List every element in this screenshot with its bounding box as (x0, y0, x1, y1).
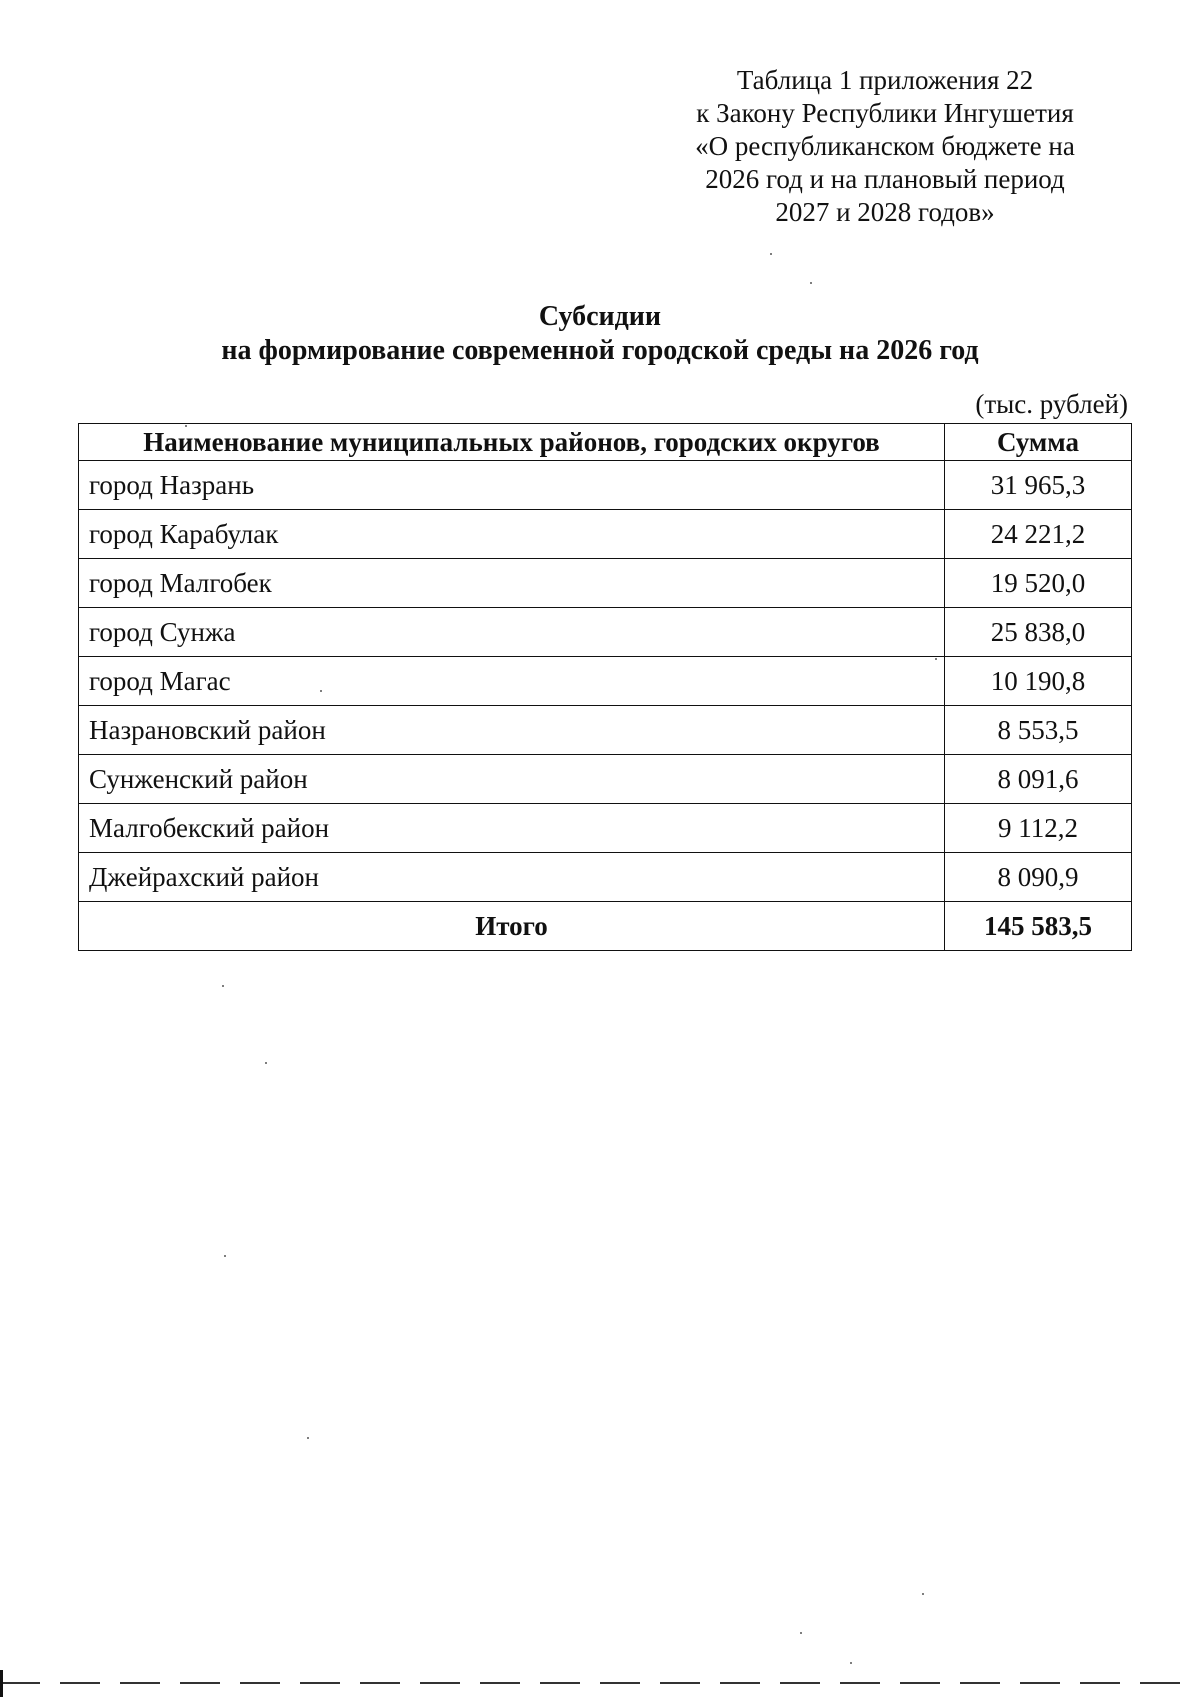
header-line: 2027 и 2028 годов» (775, 197, 995, 227)
scan-speck (222, 985, 224, 987)
total-amount: 145 583,5 (944, 902, 1131, 951)
total-label: Итого (79, 902, 945, 951)
scan-speck (224, 1255, 226, 1257)
municipality-name: город Назрань (79, 461, 945, 510)
table-row (79, 608, 1132, 657)
table-row (79, 657, 1132, 706)
scan-speck (307, 1437, 309, 1439)
header-line: Таблица 1 приложения 22 (736, 65, 1034, 95)
scan-edge-mark (0, 1670, 3, 1697)
scan-speck (770, 253, 772, 255)
subsidy-amount: 8 553,5 (944, 706, 1131, 755)
scan-speck (922, 1593, 924, 1595)
scan-speck (185, 425, 187, 427)
subsidy-amount: 25 838,0 (944, 608, 1131, 657)
subsidy-amount: 9 112,2 (944, 804, 1131, 853)
municipality-name: Джейрахский район (79, 853, 945, 902)
title-line: Субсидии (538, 301, 662, 332)
header-line: 2026 год и на плановый период (705, 164, 1065, 194)
column-header-name: Наименование муниципальных районов, городских округов (79, 424, 945, 461)
subsidy-amount: 24 221,2 (944, 510, 1131, 559)
table-header-row (79, 424, 1132, 461)
header-line: «О республиканском бюджете на (695, 131, 1075, 161)
title-line: на формирование современной городской среды на 2026 год (221, 335, 979, 366)
subsidy-amount: 31 965,3 (944, 461, 1131, 510)
subsidy-amount: 8 091,6 (944, 755, 1131, 804)
scan-speck (935, 658, 937, 660)
table-row (79, 559, 1132, 608)
units-label: (тыс. рублей) (975, 389, 1128, 419)
column-header-amount: Сумма (944, 424, 1131, 461)
municipality-name: город Карабулак (79, 510, 945, 559)
scan-speck (850, 1662, 852, 1664)
header-line: к Закону Республики Ингушетия (696, 98, 1074, 128)
table-row (79, 706, 1132, 755)
table-row (79, 853, 1132, 902)
table-row (79, 755, 1132, 804)
municipality-name: Малгобекский район (79, 804, 945, 853)
municipality-name: город Магас (79, 657, 945, 706)
table-row (79, 461, 1132, 510)
total-row (79, 902, 1132, 951)
scan-speck (265, 1062, 267, 1064)
scan-speck (800, 1632, 802, 1634)
scan-edge-line (0, 1682, 1200, 1684)
scan-speck (810, 282, 812, 284)
municipality-name: город Малгобек (79, 559, 945, 608)
scan-speck (320, 690, 322, 692)
subsidy-amount: 8 090,9 (944, 853, 1131, 902)
municipality-name: Назрановский район (79, 706, 945, 755)
document-title (120, 300, 1080, 368)
table-row (79, 510, 1132, 559)
subsidies-table (78, 423, 1132, 951)
document-header (640, 64, 1130, 229)
table-row (79, 804, 1132, 853)
subsidy-amount: 19 520,0 (944, 559, 1131, 608)
municipality-name: Сунженский район (79, 755, 945, 804)
subsidy-amount: 10 190,8 (944, 657, 1131, 706)
municipality-name: город Сунжа (79, 608, 945, 657)
